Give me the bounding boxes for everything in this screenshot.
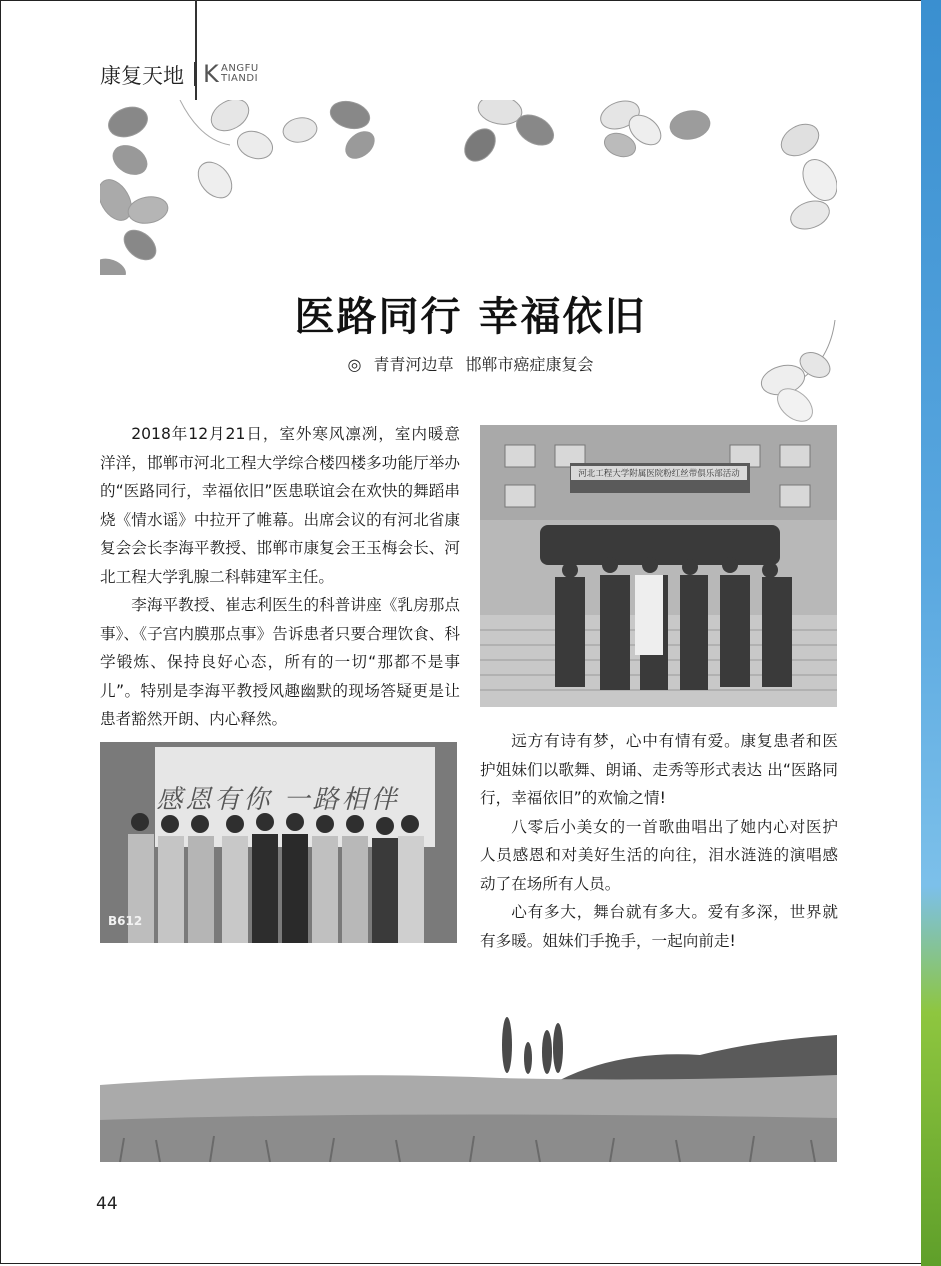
paragraph: 2018年12月21日，室外寒风凛冽，室内暖意洋洋，邯郸市河北工程大学综合楼四楼多功能厅举办的“医路同行，幸福依旧”医患联谊会在欢快的舞蹈串烧《情水谣》中拉开了帷幕。出席会议的有河北省康复会会长李海平教授、邯郸市康复会王玉梅会长、河北工程大学乳腺二科韩建军主任。 [100, 425, 460, 586]
logo-line-2: TIANDI [221, 73, 259, 84]
section-logo-letter: K [203, 60, 219, 88]
leaves-icon [100, 100, 837, 275]
paragraph: 心有多大，舞台就有多大。爱有多深，世界就有多暖。姐妹们手挽手，一起向前走! [480, 903, 838, 950]
photo-watermark: B612 [108, 914, 143, 928]
photo-banner-text: 河北工程大学附属医院粉红丝带俱乐部活动 [571, 466, 747, 480]
paragraph: 八零后小美女的一首歌曲唱出了她内心对医护人员感恩和对美好生活的向往，泪水涟涟的演唱感动了在场所有人员。 [480, 817, 838, 893]
logo-line-1: ANGFU [221, 63, 259, 74]
leaf-banner-illustration [100, 100, 837, 275]
paragraph: 李海平教授、崔志利医生的科普讲座《乳房那点事》、《子宫内膜那点事》告诉患者只要合理饮食、科学锻炼、保持良好心态，所有的一切“那都不是事儿”。特别是李海平教授风趣幽默的现场答疑更是让患者豁然开朗、内心释然。 [100, 596, 460, 728]
landscape-illustration [100, 1010, 837, 1162]
right-column-text [480, 727, 838, 955]
header-vertical-rule [195, 0, 197, 100]
section-separator [194, 62, 195, 86]
paragraph: 远方有诗有梦，心中有情有爱。康复患者和医护姐妹们以歌舞、朗诵、走秀等形式表达 出“医路同行，幸福依旧”的欢愉之情! [480, 732, 838, 807]
hills-icon [100, 1010, 837, 1162]
byline-mark: ◎ [347, 355, 362, 374]
stage-photo-image [100, 742, 457, 943]
page-edge-color-strip [921, 0, 941, 1266]
group-photo [480, 425, 837, 707]
page-number: 44 [96, 1194, 118, 1214]
byline-organization: 邯郸市癌症康复会 [465, 355, 594, 374]
left-column-text [100, 420, 460, 734]
section-logo-text [221, 64, 259, 84]
section-title: 康复天地 [100, 64, 184, 88]
article-byline [0, 352, 941, 375]
byline-author: 青青河边草 [373, 355, 454, 374]
stage-backdrop-text: 感恩有你 一路相伴 [156, 785, 400, 815]
stage-photo [100, 742, 457, 943]
article-title: 医路同行 幸福依旧 [294, 292, 647, 340]
